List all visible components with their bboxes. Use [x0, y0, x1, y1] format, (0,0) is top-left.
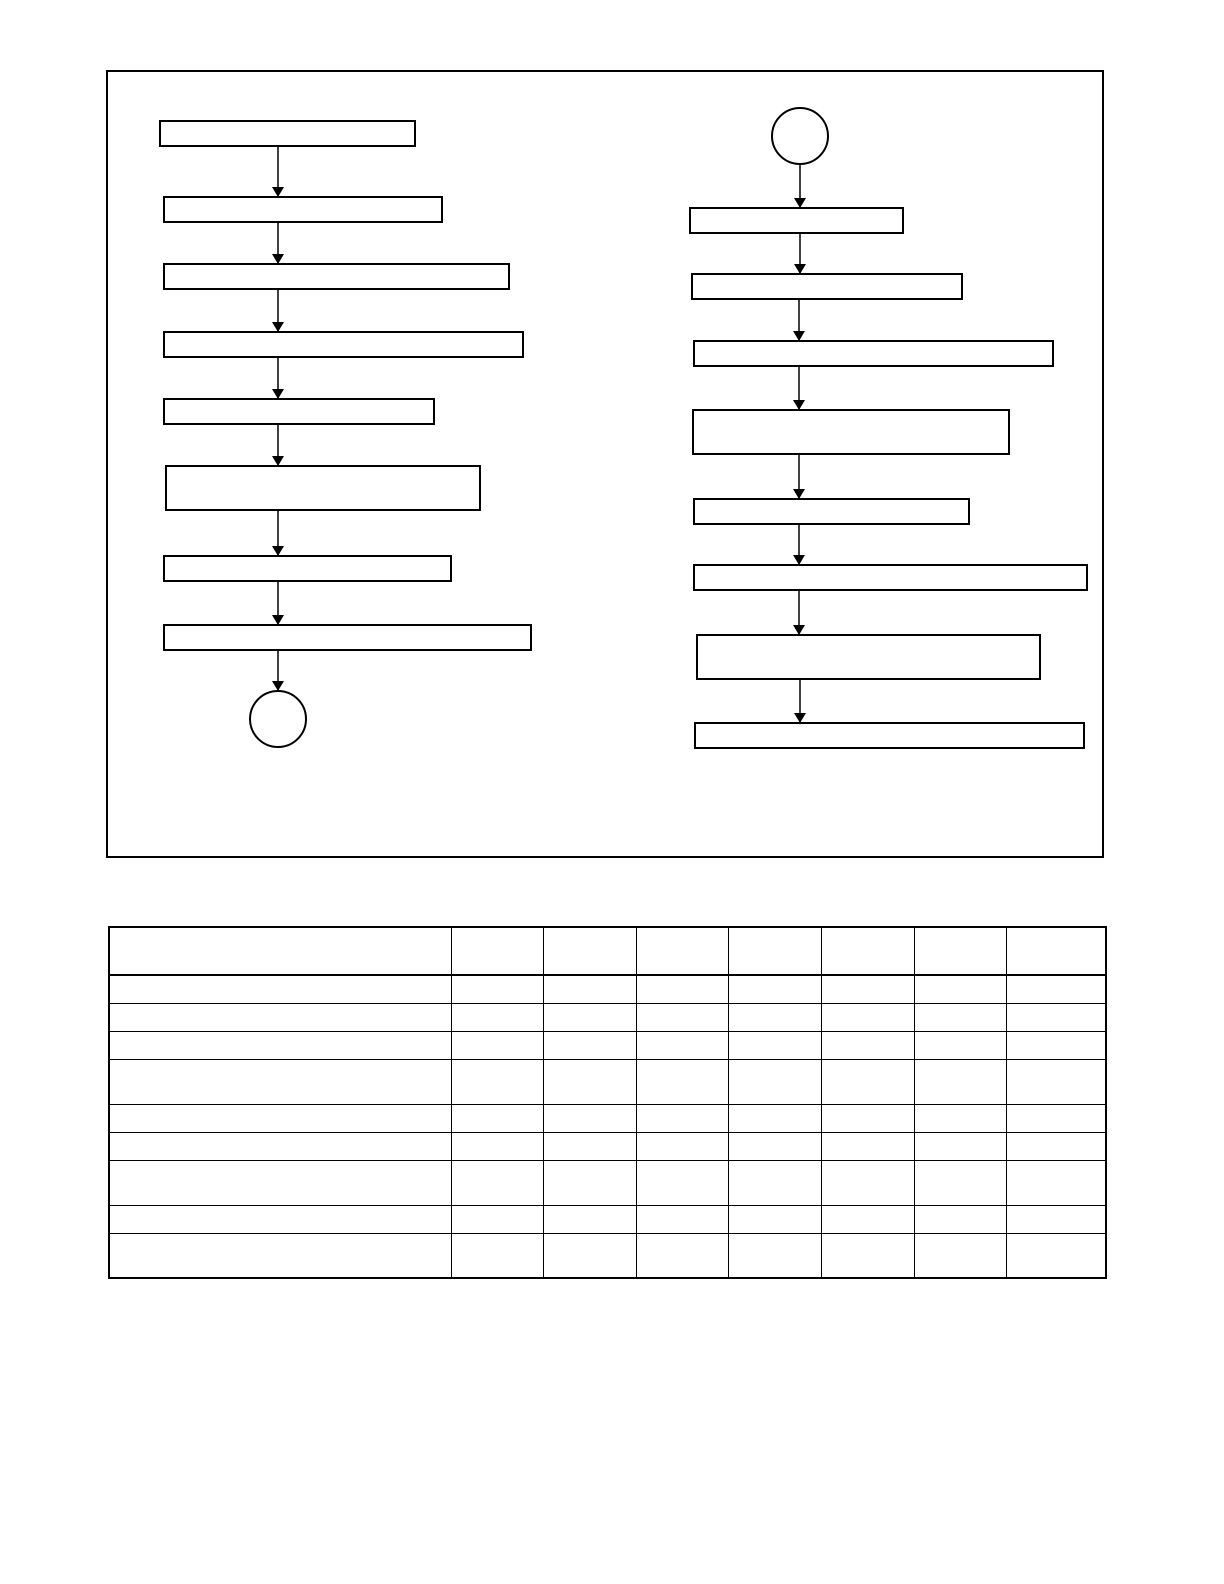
table-cell	[451, 1160, 543, 1205]
table-cell	[543, 975, 636, 1003]
right-step-box-4	[693, 410, 1009, 454]
table-cell	[1006, 1160, 1106, 1205]
table-cell	[636, 975, 728, 1003]
table-cell	[821, 1031, 914, 1059]
table-cell	[821, 1104, 914, 1132]
table-cell	[636, 1132, 728, 1160]
table-cell	[636, 1059, 728, 1104]
table-cell	[451, 1059, 543, 1104]
table-row-label	[109, 1059, 451, 1104]
left-step-box-1	[160, 121, 415, 146]
right-column	[690, 108, 1087, 748]
table-row	[109, 1059, 1106, 1104]
left-step-box-8	[164, 625, 531, 650]
table-cell	[1006, 1003, 1106, 1031]
table-cell	[821, 1003, 914, 1031]
table-cell	[1006, 975, 1106, 1003]
left-step-box-2	[164, 197, 442, 222]
table-cell	[636, 1160, 728, 1205]
table-cell	[451, 1104, 543, 1132]
table-cell	[821, 1132, 914, 1160]
table-cell	[914, 1160, 1006, 1205]
table-cell	[821, 1160, 914, 1205]
table-cell	[728, 1031, 821, 1059]
table-header-cell	[636, 927, 728, 975]
table-cell	[821, 975, 914, 1003]
table-cell	[636, 1205, 728, 1233]
table-cell	[543, 1031, 636, 1059]
table-cell	[728, 1205, 821, 1233]
table-header-cell	[543, 927, 636, 975]
table-cell	[728, 975, 821, 1003]
table-cell	[914, 1059, 1006, 1104]
table-cell	[914, 1104, 1006, 1132]
table-row	[109, 1205, 1106, 1233]
table-cell	[543, 1104, 636, 1132]
table-cell	[451, 1205, 543, 1233]
table-cell	[728, 1132, 821, 1160]
right-step-box-7	[697, 635, 1040, 679]
left-end-connector	[250, 691, 306, 747]
table-header-cell	[1006, 927, 1106, 975]
table-cell	[821, 1233, 914, 1278]
table-cell	[1006, 1132, 1106, 1160]
table-cell	[914, 1233, 1006, 1278]
table-cell	[1006, 1233, 1106, 1278]
table-row	[109, 1132, 1106, 1160]
right-step-box-8	[695, 723, 1084, 748]
left-step-box-7	[164, 556, 451, 581]
right-step-box-1	[690, 208, 903, 233]
table-cell	[821, 1059, 914, 1104]
table-cell	[451, 1003, 543, 1031]
left-step-box-4	[164, 332, 523, 357]
table-cell	[543, 1132, 636, 1160]
table-cell	[914, 1205, 1006, 1233]
right-step-box-3	[694, 341, 1053, 366]
table-cell	[1006, 1104, 1106, 1132]
table-cell	[914, 1132, 1006, 1160]
table-cell	[728, 1059, 821, 1104]
table-row	[109, 975, 1106, 1003]
matrix-table	[108, 926, 1107, 1279]
table-cell	[543, 1003, 636, 1031]
table-row-label	[109, 1233, 451, 1278]
table-cell	[728, 1104, 821, 1132]
table-row	[109, 1003, 1106, 1031]
table-cell	[543, 1160, 636, 1205]
table-cell	[451, 1132, 543, 1160]
table-row-label	[109, 1160, 451, 1205]
right-start-connector	[772, 108, 828, 164]
table-row	[109, 1160, 1106, 1205]
table-cell	[1006, 1059, 1106, 1104]
table-row	[109, 1233, 1106, 1278]
table-row	[109, 1104, 1106, 1132]
table-row	[109, 1031, 1106, 1059]
right-step-box-2	[692, 274, 962, 299]
table-row-label	[109, 1104, 451, 1132]
table-header-row	[109, 927, 1106, 975]
left-column	[160, 121, 531, 747]
table-header-cell	[451, 927, 543, 975]
table-cell	[1006, 1205, 1106, 1233]
table-row-label	[109, 1003, 451, 1031]
table-header-cell	[728, 927, 821, 975]
table-cell	[543, 1233, 636, 1278]
table-cell	[543, 1059, 636, 1104]
table-cell	[728, 1160, 821, 1205]
table-cell	[636, 1003, 728, 1031]
table-cell	[636, 1233, 728, 1278]
table-cell	[914, 1031, 1006, 1059]
left-step-box-6	[166, 466, 480, 510]
table-cell	[728, 1233, 821, 1278]
table-cell	[636, 1031, 728, 1059]
table-row-label	[109, 1132, 451, 1160]
table-cell	[914, 1003, 1006, 1031]
table-cell	[914, 975, 1006, 1003]
table-cell	[543, 1205, 636, 1233]
table-cell	[1006, 1031, 1106, 1059]
right-step-box-5	[694, 499, 969, 524]
left-step-box-5	[164, 399, 434, 424]
table-cell	[451, 975, 543, 1003]
table-row-label	[109, 1031, 451, 1059]
table-header-cell	[914, 927, 1006, 975]
table-cell	[451, 1031, 543, 1059]
table-cell	[728, 1003, 821, 1031]
table-cell	[821, 1205, 914, 1233]
right-step-box-6	[694, 565, 1087, 590]
table-header-cell	[821, 927, 914, 975]
left-step-box-3	[164, 264, 509, 289]
table-header-cell	[109, 927, 451, 975]
table-row-label	[109, 1205, 451, 1233]
table-cell	[636, 1104, 728, 1132]
table-cell	[451, 1233, 543, 1278]
table-row-label	[109, 975, 451, 1003]
